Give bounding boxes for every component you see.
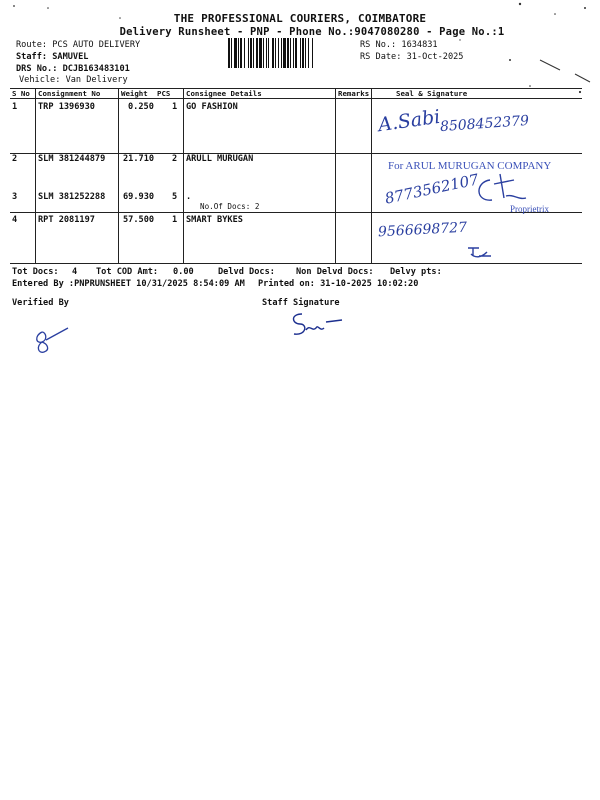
drs-number: DRS No.: DCJB163483101 <box>16 64 130 74</box>
row4-phone: 9566698727 <box>377 219 468 241</box>
row-consignee: SMART BYKES <box>186 215 243 225</box>
non-delvd-docs-label: Non Delvd Docs: <box>296 267 374 277</box>
tot-cod-label: Tot COD Amt: <box>96 267 159 277</box>
delvd-docs-label: Delvd Docs: <box>218 267 275 277</box>
row-sno: 1 <box>12 102 18 112</box>
staff-label: Staff: SAMUVEL <box>16 52 89 62</box>
col-header-pcs: PCS <box>157 89 171 98</box>
runsheet-title: Delivery Runsheet - PNP - Phone No.:9047080280 - Page No.:1 <box>119 26 505 38</box>
row4-signature <box>465 244 495 260</box>
staff-signature-label: Staff Signature <box>262 298 340 308</box>
col-divider <box>118 88 119 263</box>
company-stamp-line2: Proprietrix <box>510 204 549 214</box>
col-divider <box>183 88 184 263</box>
col-divider <box>35 88 36 263</box>
table-bottom-rule <box>10 263 582 264</box>
row-consignee: GO FASHION <box>186 102 238 112</box>
printed-on: Printed on: 31-10-2025 10:02:20 <box>258 279 419 289</box>
col-header-consignment: Consignment No <box>38 89 101 98</box>
row-sno: 2 <box>12 154 18 164</box>
row-weight: 57.500 <box>123 215 155 225</box>
row-consignment: SLM 381244879 <box>38 154 106 164</box>
vehicle-label: Vehicle: Van Delivery <box>19 75 128 85</box>
company-stamp-line1: For ARUL MURUGAN COMPANY <box>388 160 552 172</box>
col-header-sno: S No <box>12 89 30 98</box>
entered-by: Entered By :PNPRUNSHEET 10/31/2025 8:54:09 AM <box>12 279 245 289</box>
staff-signature <box>288 310 348 340</box>
col-header-seal-signature: Seal & Signature <box>396 89 468 98</box>
col-header-weight: Weight <box>121 89 148 98</box>
col-header-consignee: Consignee Details <box>186 89 262 98</box>
row-pcs: 2 <box>172 154 178 164</box>
row23-phone: 8773562107 <box>383 170 481 208</box>
rs-number: RS No.: 1634831 <box>360 40 438 50</box>
row-sno: 4 <box>12 215 18 225</box>
row-divider <box>10 212 582 213</box>
scan-specks <box>0 0 600 100</box>
verified-by-label: Verified By <box>12 298 69 308</box>
row-consignment: RPT 2081197 <box>38 215 95 225</box>
row-consignment: TRP 1396930 <box>38 102 95 112</box>
col-divider <box>371 88 372 263</box>
rs-date: RS Date: 31-Oct-2025 <box>360 52 464 62</box>
row-consignee: ARULL MURUGAN <box>186 154 254 164</box>
row-pcs: 1 <box>172 102 178 112</box>
col-header-remarks: Remarks <box>338 89 370 98</box>
delvy-pts-label: Delvy pts: <box>390 267 442 277</box>
row-weight: 21.710 <box>123 154 155 164</box>
row-consignee: . <box>186 192 192 202</box>
stamp-signature <box>470 170 530 210</box>
row-doc-count: No.Of Docs: 2 <box>200 202 260 211</box>
tot-cod-value: 0.00 <box>173 267 194 277</box>
verified-signature <box>32 326 72 356</box>
row-consignment: SLM 381252288 <box>38 192 106 202</box>
company-title: THE PROFESSIONAL COURIERS, COIMBATORE <box>173 12 427 25</box>
row1-signature: A.Sabi <box>376 105 442 137</box>
row-sno: 3 <box>12 192 18 202</box>
row-pcs: 1 <box>172 215 178 225</box>
row-weight: 0.250 <box>128 102 154 112</box>
route-label: Route: PCS AUTO DELIVERY <box>16 40 141 50</box>
row-weight: 69.930 <box>123 192 155 202</box>
tot-docs-label: Tot Docs: <box>12 267 59 277</box>
row1-phone: 8508452379 <box>439 112 530 136</box>
tot-docs-value: 4 <box>72 267 78 277</box>
row-pcs: 5 <box>172 192 178 202</box>
col-divider <box>335 88 336 263</box>
